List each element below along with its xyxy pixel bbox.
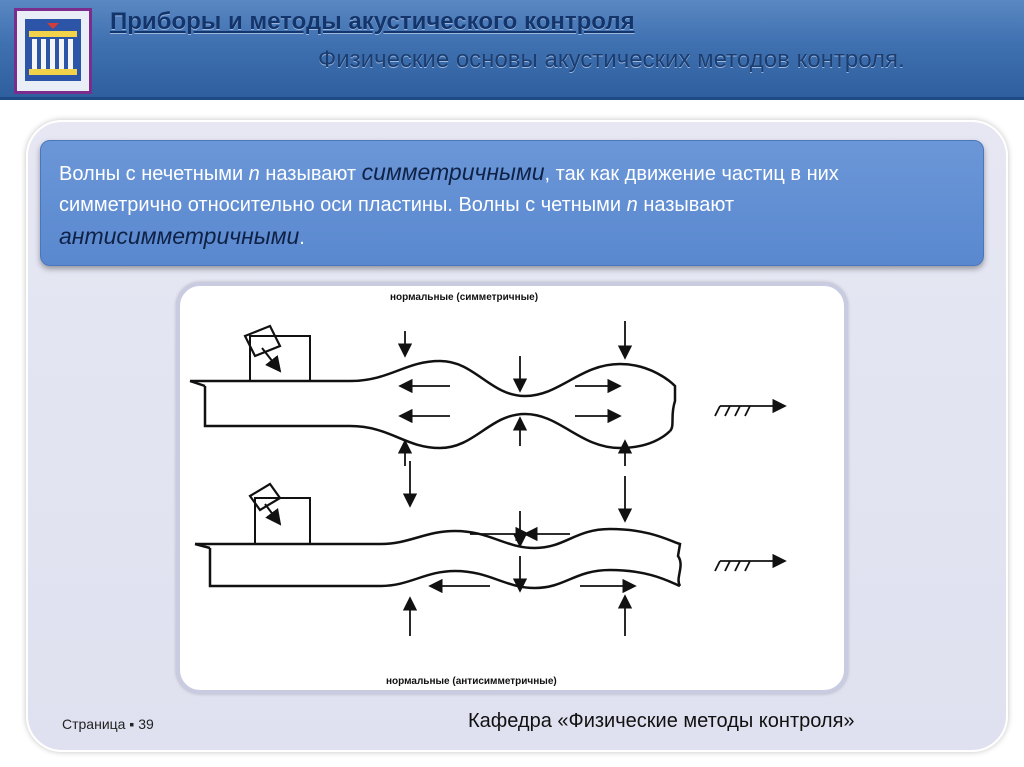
text-part: Волны с нечетными xyxy=(59,163,249,185)
symmetric-plate xyxy=(190,326,675,448)
text-part: . xyxy=(299,227,305,249)
antisymmetric-plate xyxy=(195,484,681,588)
columns-icon xyxy=(25,19,81,83)
lamb-waves-diagram xyxy=(180,286,844,690)
page-subtitle: Физические основы акустических методов контроля. xyxy=(318,46,905,73)
variable-n: n xyxy=(626,194,638,216)
logo-emblem xyxy=(25,19,81,81)
variable-n: n xyxy=(248,163,260,185)
header-bar xyxy=(0,0,1024,100)
department-footer: Кафедра «Физические методы контроля» xyxy=(468,710,855,732)
logo xyxy=(14,8,92,94)
page-number: Страница ▪ 39 xyxy=(62,716,154,732)
top-label: нормальные (симметричные) xyxy=(390,292,539,303)
wave-figure xyxy=(176,282,848,694)
text-part: называют xyxy=(259,163,362,185)
antisymmetric-arrows xyxy=(410,461,785,636)
term-antisymmetric: антисимметричными xyxy=(59,223,300,249)
definition-text-box xyxy=(40,140,984,266)
page-title: Приборы и методы акустического контроля xyxy=(110,8,635,35)
text-part: называют xyxy=(637,194,735,216)
term-symmetric: симметричными xyxy=(361,159,545,185)
text-part: , так как движение частиц в них симметрично относительно оси пластины. Волны с четными xyxy=(59,163,839,216)
bottom-label: нормальные (антисимметричные) xyxy=(386,676,557,687)
